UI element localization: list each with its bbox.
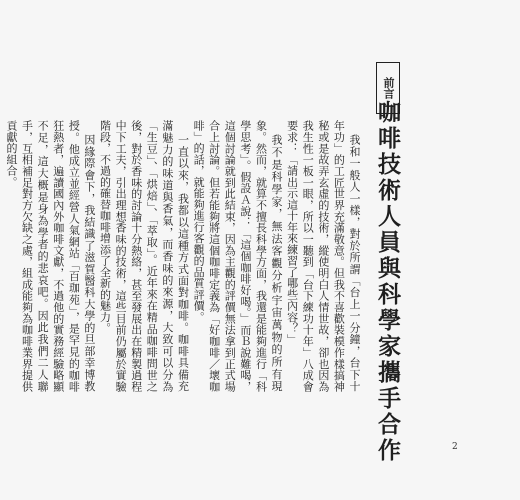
paragraph: 一直以來，我都以這種方式面對咖啡。咖啡具備充滿魅力的味道與香氣，而香味的來源，大致可以分為「生豆」、「烘焙」、「萃取」。近年來在精品咖啡問世之後，對於香味的討論十分熱絡，甚至發展出在精製過程中下工夫，引出理想香味的技術，這些目前仍屬於實驗階段，不過的確替咖啡增添了全新的魅力。 [98,120,190,392]
paragraph: 我和一般人一樣，對於所謂「台上一分鐘，台下十年功」的工匠世界充滿敬意。但我不喜歡裝模作樣搞神秘或是故弄玄虛的技術，縱使明白人情世故，卻也因為我生性一板一眼，所以一聽到「台下練功十年」八成會要求：「請出示這十年來練習了哪些內容？」 [285,120,361,392]
section-tag: 前言 [376,62,400,114]
paragraph: 因緣際會下，我結識了滋賀醫科大學的旦部幸博教授。他成立並經營人氣網站「百珈苑」，是罕見的咖啡狂熱者，遍讀國內外咖啡文獻，不過他的實務經驗略顯不足，這大概是身為學者的悲哀吧。因此我們二人聯手，互相補足對方欠缺之處，組成能夠為咖啡業界提供貢獻的組合。 [4,120,96,392]
page-number: 2 [452,442,458,452]
page-title: 咖啡技術人員與科學家攜手合作 [374,100,401,464]
paragraph: 我不是科學家，無法客觀分析宇宙萬物的所有現象。然而，就算不擅長科學方面，我還是能夠進行「科學思考」。假設Ａ說：「這個咖啡好喝。」而Ｂ說難喝，這個討論就到此結束，因為主觀的評價無法拿到正式場合上討論。但若能夠將這個咖啡定義為「好咖啡／壞咖啡」的話，就能夠進行客觀的品質評價。 [192,120,284,392]
body-text [4,120,362,392]
